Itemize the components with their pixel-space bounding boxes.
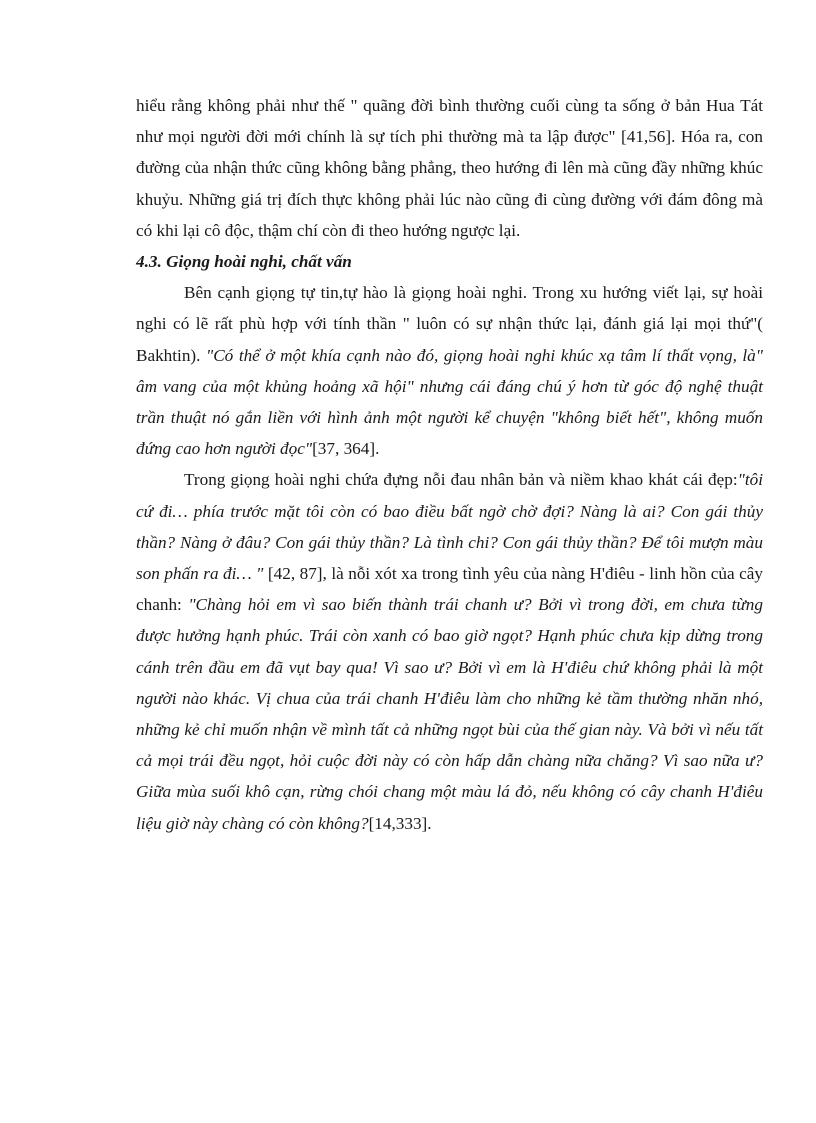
quotation-italic: "Có thể ở một khía cạnh nào đó, giọng hoài nghi khúc xạ tâm lí thất vọng, là" âm vang của một khủng hoảng xã hội" nhưng cái đáng chú ý hơn từ góc độ nghệ thuật trần thuật nó gắn liền với hình ảnh một người kể chuyện "không biết hết", không muốn đứng cao hơn người đọc" — [136, 345, 763, 459]
paragraph-text: Trong giọng hoài nghi chứa đựng nỗi đau nhân bản và niềm khao khát cái đẹp: — [184, 470, 738, 490]
citation: [37, 364]. — [312, 439, 380, 459]
paragraph-text: [42, 87], là nỗi xót xa trong tình yêu của nàng H'điêu - linh hồn của cây chanh: — [136, 564, 764, 615]
section-heading: 4.3. Giọng hoài nghi, chất vấn — [136, 252, 352, 272]
document-page — [136, 90, 763, 839]
paragraph-skeptical-voice — [136, 277, 763, 464]
paragraph-continuation: hiểu rằng không phải như thế " quãng đời bình thường cuối cùng ta sống ở bản Hua Tát như mọi người đời mới chính là sự tích phi thường mà ta lập được" [41,56]. Hóa ra, con đường của nhận thức cũng không bằng phẳng, theo hướng đi lên mà cũng đầy những khúc khuỷu. Những giá trị đích thực không phải lúc nào cũng đi cùng đường với đám đông mà có khi lại cô độc, thậm chí còn đi theo hướng ngược lại. — [136, 96, 763, 240]
paragraph-text: Bên cạnh giọng tự tin,tự hào là giọng hoài nghi. Trong xu hướng viết lại, sự hoài nghi có lẽ rất phù hợp với tính thần " luôn có sự nhận thức lại, đánh giá lại mọi thứ"( Bakhtin). — [136, 283, 763, 365]
paragraph-pain-and-longing — [136, 464, 763, 838]
quotation-italic: "tôi cứ đi… phía trước mặt tôi còn có bao điều bất ngờ chờ đợi? Nàng là ai? Con gái thủy thần? Nàng ở đâu? Con gái thủy thần? Là tình chi? Con gái thủy thần? Để tôi mượn màu son phấn ra đi… " — [136, 470, 763, 584]
citation: [14,333]. — [368, 813, 432, 833]
quotation-italic: "Chàng hỏi em vì sao biến thành trái chanh ư? Bởi vì trong đời, em chưa từng được hưởng hạnh phúc. Trái còn xanh có bao giờ ngọt? Hạnh phúc chưa kịp dừng trong cánh trên đầu em đã vụt bay qua! Vì sao ư? Bởi vì em là H'điêu chứ không phải là một người nào khác. Vị chua của trái chanh H'điêu làm cho những kẻ tầm thường nhăn nhó, những kẻ chỉ muốn nhận về mình tất cả những ngọt bùi của thế gian này. Và bởi vì nếu tất cả mọi trái đều ngọt, hỏi cuộc đời này có còn hấp dẫn chàng nữa chăng? Vì sao nữa ư? Giữa mùa suối khô cạn, rừng chói chang một màu lá đỏ, nếu không có cây chanh H'điêu liệu giờ này chàng có còn không? — [136, 595, 763, 833]
